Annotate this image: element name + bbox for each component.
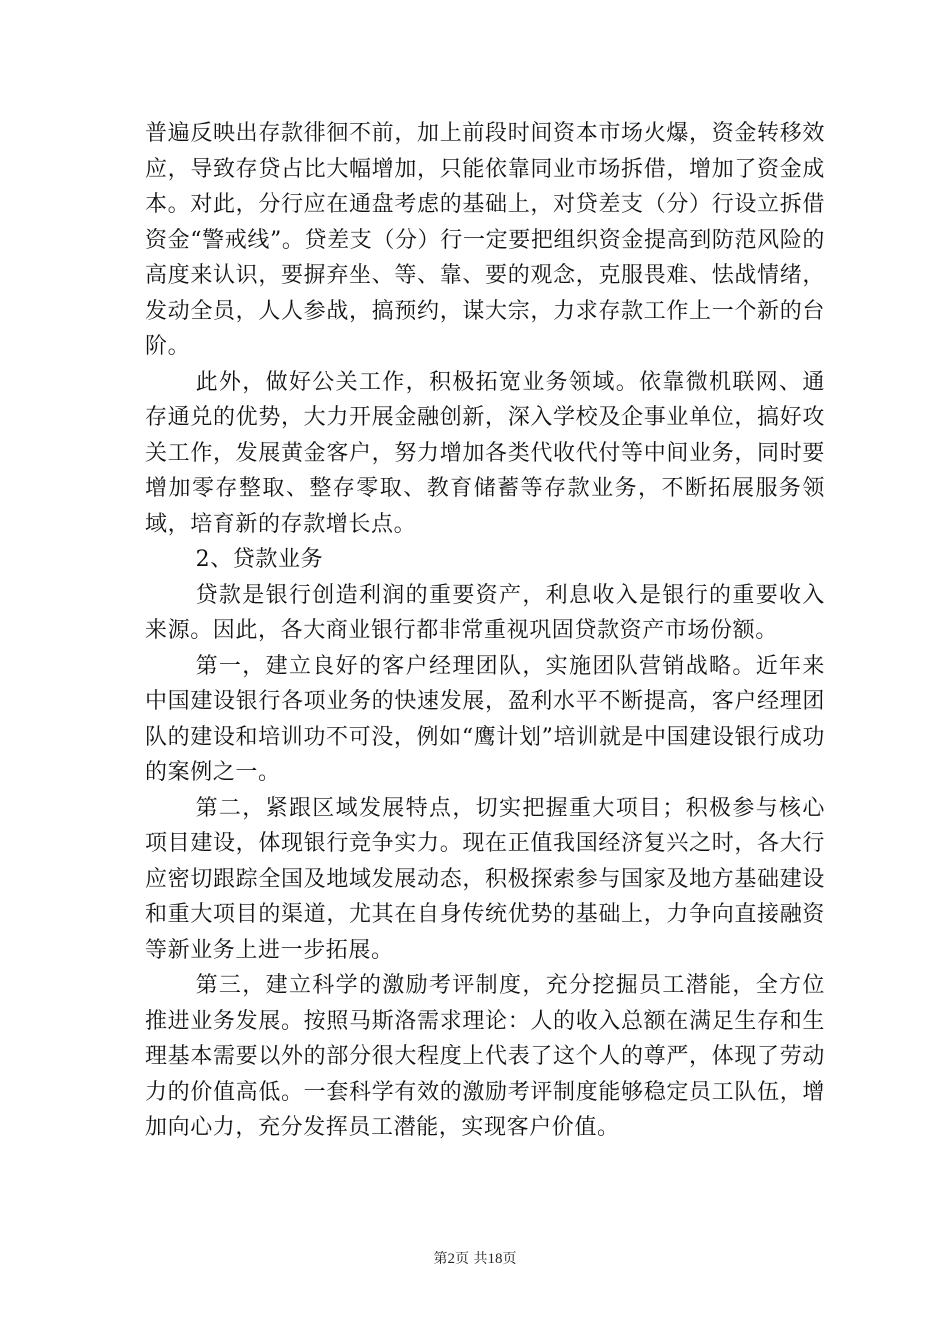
paragraph-6: 第二，紧跟区域发展特点，切实把握重大项目；积极参与核心项目建设，体现银行竞争实力。现在正值我国经济复兴之时，各大行应密切跟踪全国及地域发展动态，积极探索参与国家及地方基础建设和重大项目的渠道，尤其在自身传统优势的基础上，力争向直接融资等新业务上进一步拓展。: [145, 795, 825, 963]
paragraph-7: 第三，建立科学的激励考评制度，充分挖掘员工潜能，全方位推进业务发展。按照马斯洛需求理论：人的收入总额在满足生存和生理基本需要以外的部分很大程度上代表了这个人的尊严，体现了劳动力的价值高低。一套科学有效的激励考评制度能够稳定员工队伍，增加向心力，充分发挥员工潜能，实现客户价值。: [145, 973, 825, 1140]
footer-prefix: 第: [433, 1251, 448, 1267]
paragraph-4: 贷款是银行创造利润的重要资产，利息收入是银行的重要收入来源。因此，各大商业银行都非常重视巩固贷款资产市场份额。: [145, 582, 825, 643]
page-footer: [0, 1248, 950, 1268]
footer-total-pages: 18: [487, 1251, 503, 1267]
footer-suffix: 页: [502, 1251, 517, 1267]
section-heading-loan-business: 2、贷款业务: [195, 547, 324, 572]
paragraph-5: 第一，建立良好的客户经理团队，实施团队营销战略。近年来中国建设银行各项业务的快速发展，盈利水平不断提高，客户经理团队的建设和培训功不可没，例如“鹰计划”培训就是中国建设银行成功的案例之一。: [145, 653, 825, 785]
paragraph-2: 此外，做好公关工作，积极拓宽业务领域。依靠微机联网、通存通兑的优势，大力开展金融创新，深入学校及企事业单位，搞好攻关工作，发展黄金客户，努力增加各类代收代付等中间业务，同时要增加零存整取、整存零取、教育储蓄等存款业务，不断拓展服务领域，培育新的存款增长点。: [145, 369, 825, 537]
document-body: [145, 116, 825, 1146]
footer-current-page: 2: [447, 1251, 456, 1267]
footer-middle: 页 共: [455, 1251, 488, 1267]
paragraph-1: 普遍反映出存款徘徊不前，加上前段时间资本市场火爆，资金转移效应，导致存贷占比大幅增加，只能依靠同业市场拆借，增加了资金成本。对此，分行应在通盘考虑的基础上，对贷差支（分）行设立拆借资金“警戒线”。贷差支（分）行一定要把组织资金提高到防范风险的高度来认识，要摒弃坐、等、靠、要的观念，克服畏难、怯战情绪，发动全员，人人参战，搞预约，谋大宗，力求存款工作上一个新的台阶。: [145, 121, 825, 359]
